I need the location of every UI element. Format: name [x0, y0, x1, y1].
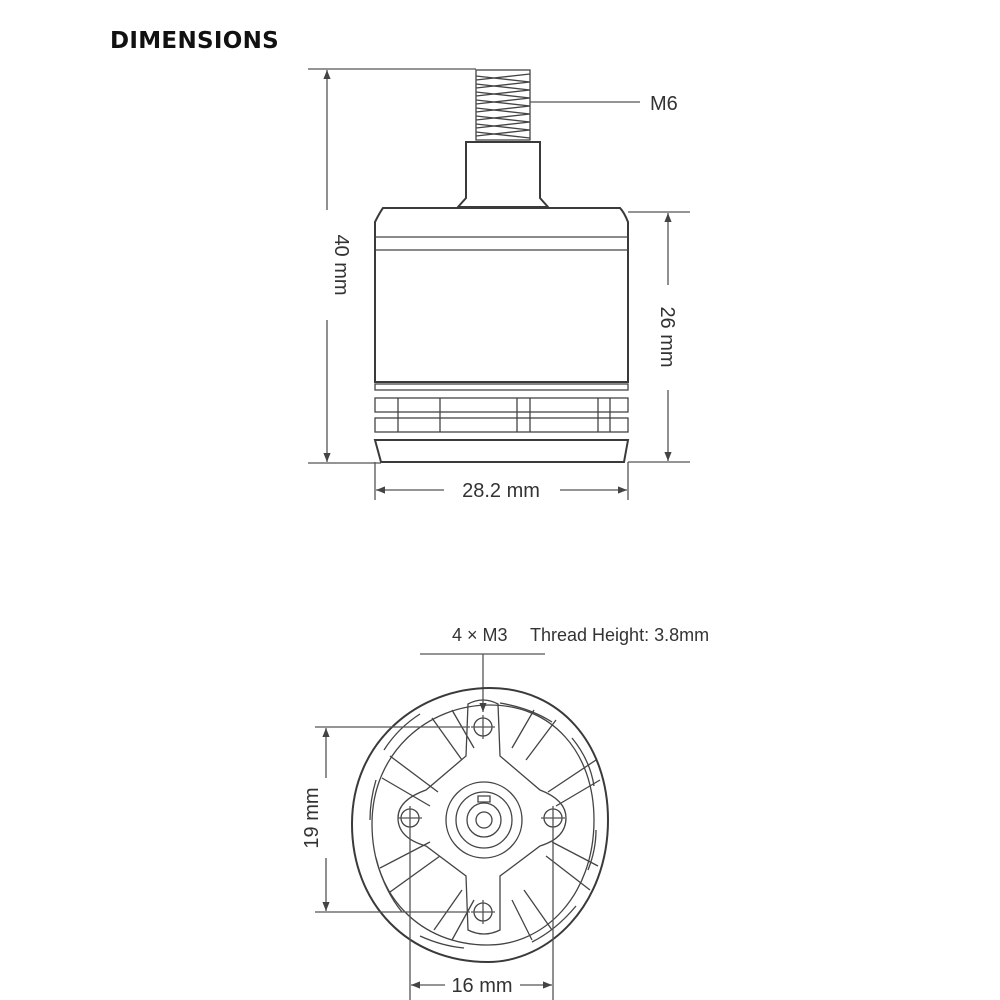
mount-cross-plate	[398, 700, 566, 934]
mount-hole-left	[398, 806, 422, 830]
body-height-label: 26 mm	[656, 306, 678, 368]
thread-height-label: Thread Height: 3.8mm	[530, 625, 710, 645]
center-bearing	[446, 782, 522, 858]
screw-count-label: 4 × M3	[452, 625, 508, 645]
body-height-dimension	[628, 212, 690, 462]
motor-side-view	[308, 69, 690, 502]
thread-size-label: M6	[650, 93, 678, 115]
horizontal-spacing-label: 16 mm	[451, 975, 513, 997]
shaft-base	[458, 142, 548, 207]
shaft-thread	[476, 70, 530, 140]
total-height-label: 40 mm	[330, 234, 352, 296]
motor-bottom-view	[301, 625, 709, 1000]
motor-body	[375, 208, 628, 462]
mount-hole-bottom	[471, 900, 495, 924]
body-width-label: 28.2 mm	[462, 480, 540, 502]
page-title: DIMENSIONS	[110, 28, 279, 54]
mount-hole-right	[541, 806, 565, 830]
body-width-dimension	[375, 462, 628, 502]
horizontal-spacing-dimension	[410, 830, 553, 1000]
mount-hole-top	[471, 715, 495, 739]
total-height-dimension	[308, 69, 476, 463]
vertical-spacing-label: 19 mm	[301, 787, 323, 849]
